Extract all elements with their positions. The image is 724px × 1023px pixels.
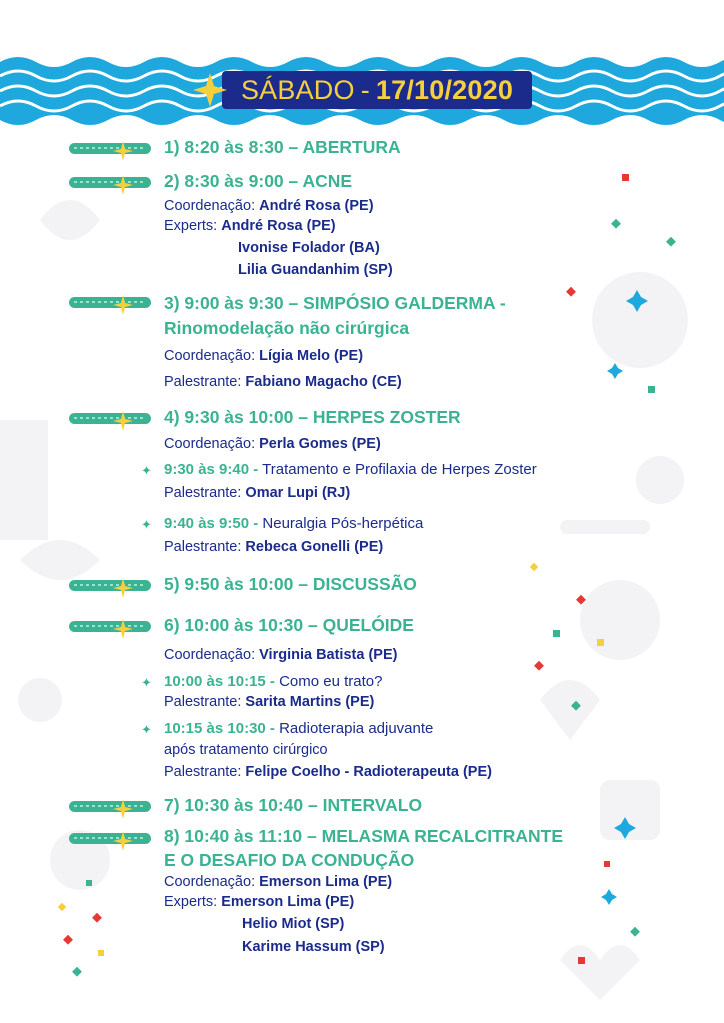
session-title-cont: E O DESAFIO DA CONDUÇÃO xyxy=(164,850,415,870)
session-title: 1) 8:20 às 8:30 – ABERTURA xyxy=(164,137,401,157)
title-separator: - xyxy=(360,74,370,105)
talk-line xyxy=(164,673,382,690)
coordination-line xyxy=(164,436,381,452)
session-marker xyxy=(69,413,151,424)
talk-topic: Radioterapia adjuvante xyxy=(279,720,434,737)
sparkle-icon xyxy=(113,295,133,315)
bullet-icon: ✦ xyxy=(141,517,152,532)
bullet-icon: ✦ xyxy=(141,722,152,737)
speaker-label: Palestrante: xyxy=(164,374,242,390)
coordinator-name: André Rosa (PE) xyxy=(259,198,374,214)
coordinator-name: Emerson Lima (PE) xyxy=(259,874,393,890)
talk-topic-cont: após tratamento cirúrgico xyxy=(164,742,328,758)
coordinator-name: Virginia Batista (PE) xyxy=(259,647,398,663)
bullet-icon: ✦ xyxy=(141,463,152,478)
session-title: 3) 9:00 às 9:30 – SIMPÓSIO GALDERMA - xyxy=(164,293,506,313)
speaker-label: Palestrante: xyxy=(164,764,242,780)
sparkle-icon xyxy=(113,799,133,819)
sparkle-icon xyxy=(113,831,133,851)
expert-name: André Rosa (PE) xyxy=(221,218,336,234)
talk-line xyxy=(164,461,537,478)
talk-topic: Tratamento e Profilaxia de Herpes Zoster xyxy=(262,461,537,478)
speaker-name: Fabiano Magacho (CE) xyxy=(245,374,402,390)
session-title: 6) 10:00 às 10:30 – QUELÓIDE xyxy=(164,615,414,635)
talk-topic: Neuralgia Pós-herpética xyxy=(262,515,424,532)
session-marker xyxy=(69,621,151,632)
session-title: 5) 9:50 às 10:00 – DISCUSSÃO xyxy=(164,574,417,594)
talk-time: 10:00 às 10:15 - xyxy=(164,673,275,690)
speaker-name: Felipe Coelho - Radioterapeuta (PE) xyxy=(245,764,492,780)
speaker-label: Palestrante: xyxy=(164,485,242,501)
coordination-line xyxy=(164,198,374,214)
session-title: 8) 10:40 às 11:10 – MELASMA RECALCITRANTE xyxy=(164,826,564,846)
talk-topic: Como eu trato? xyxy=(279,673,383,690)
speaker-label: Palestrante: xyxy=(164,539,242,555)
sparkle-icon xyxy=(113,411,133,431)
speaker-line xyxy=(164,374,402,390)
speaker-line xyxy=(164,539,383,555)
session-marker xyxy=(69,177,151,188)
talk-line xyxy=(164,720,433,737)
speaker-line xyxy=(164,694,374,710)
experts-label: Experts: xyxy=(164,218,218,234)
experts-line xyxy=(164,218,336,234)
day-label: SÁBADO xyxy=(240,74,355,105)
speaker-name: Rebeca Gonelli (PE) xyxy=(245,539,384,555)
talk-time: 10:15 às 10:30 - xyxy=(164,720,275,737)
speaker-label: Palestrante: xyxy=(164,694,242,710)
expert-name: Karime Hassum (SP) xyxy=(242,939,385,955)
session-marker xyxy=(69,801,151,812)
date-label: 17/10/2020 xyxy=(375,74,514,105)
coordination-label: Coordenação: xyxy=(164,436,256,452)
sparkle-icon xyxy=(113,141,133,161)
expert-name: Ivonise Folador (BA) xyxy=(238,240,380,256)
coordination-label: Coordenação: xyxy=(164,198,256,214)
expert-name: Emerson Lima (PE) xyxy=(221,894,355,910)
experts-line xyxy=(164,894,354,910)
talk-time: 9:40 às 9:50 - xyxy=(164,515,259,532)
session-marker xyxy=(69,580,151,591)
session-marker xyxy=(69,143,151,154)
coordinator-name: Perla Gomes (PE) xyxy=(259,436,381,452)
session-title: 7) 10:30 às 10:40 – INTERVALO xyxy=(164,795,423,815)
speaker-name: Sarita Martins (PE) xyxy=(245,694,375,710)
sparkle-icon xyxy=(113,578,133,598)
coordination-label: Coordenação: xyxy=(164,348,256,364)
expert-name: Helio Miot (SP) xyxy=(242,916,345,932)
bullet-icon: ✦ xyxy=(141,675,152,690)
coordinator-name: Lígia Melo (PE) xyxy=(259,348,364,364)
session-marker xyxy=(69,833,151,844)
speaker-line xyxy=(164,764,492,780)
talk-line xyxy=(164,515,423,532)
coordination-line xyxy=(164,348,363,364)
session-marker xyxy=(69,297,151,308)
speaker-name: Omar Lupi (RJ) xyxy=(245,485,351,501)
coordination-label: Coordenação: xyxy=(164,647,256,663)
sparkle-icon xyxy=(113,619,133,639)
session-title: 4) 9:30 às 10:00 – HERPES ZOSTER xyxy=(164,407,461,427)
experts-label: Experts: xyxy=(164,894,218,910)
coordination-line xyxy=(164,874,392,890)
sparkle-icon xyxy=(113,175,133,195)
speaker-line xyxy=(164,485,350,501)
session-title: 2) 8:30 às 9:00 – ACNE xyxy=(164,171,353,191)
talk-time: 9:30 às 9:40 - xyxy=(164,461,259,478)
coordination-label: Coordenação: xyxy=(164,874,256,890)
coordination-line xyxy=(164,647,397,663)
expert-name: Lilia Guandanhim (SP) xyxy=(238,262,393,278)
session-title-cont: Rinomodelação não cirúrgica xyxy=(164,318,410,338)
